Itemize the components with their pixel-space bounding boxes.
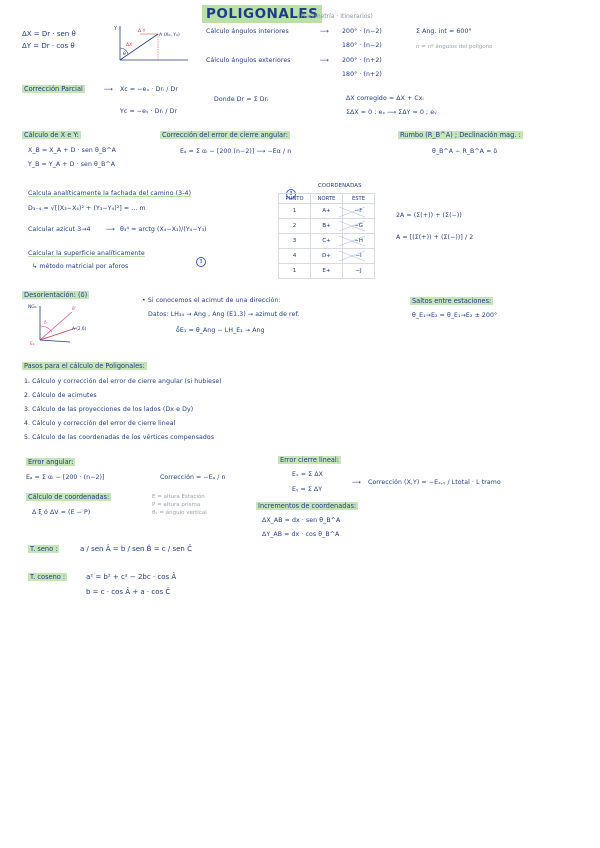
correccion-lineal-formula: Corrección (X,Y) = −Eₓ,ᵧ / Ltotal · L tramo bbox=[368, 479, 501, 486]
section-calculo-coordenadas: Cálculo de coordenadas: bbox=[28, 493, 110, 501]
note-prisma: P = altura prisma bbox=[152, 502, 201, 508]
incremento-y: ΔY_AB = dx · cos θ_B^A bbox=[262, 531, 340, 538]
note-vertical: θᵥ = ángulo vertical bbox=[152, 510, 207, 516]
sum-interior: Σ Ang. int = 600° bbox=[416, 28, 472, 35]
diagram-label: ΔX bbox=[126, 43, 133, 48]
interior-angles-label: Cálculo ángulos interiores bbox=[206, 28, 289, 35]
table-row: 1 E+ −J bbox=[279, 264, 375, 279]
fachada-label: Calcula analíticamente la fachada del camino (3-4) bbox=[28, 190, 192, 197]
section-rumbo: Rumbo (R_B^A) ; Declinación mag. : bbox=[400, 131, 521, 139]
azimut-label: Calcular azicut 3→4 bbox=[28, 226, 91, 233]
diagram-label: E₁ bbox=[30, 342, 35, 346]
teorema-coseno-formula-2: b = c · cos Â + a · cos Ĉ bbox=[86, 588, 171, 596]
circle-badge-icon: 3 bbox=[196, 248, 206, 267]
arrow: ⟶ bbox=[104, 86, 113, 93]
page-title: POLIGONALES bbox=[202, 5, 322, 23]
diagram-label: A (2,6) bbox=[72, 326, 86, 331]
section-calculo-xy: Cálculo de X e Y: bbox=[24, 131, 79, 139]
col-header: ESTE bbox=[343, 194, 375, 204]
section-desorientacion: Desorientación: (δ) bbox=[24, 291, 88, 299]
diagram-label: θ' bbox=[72, 307, 76, 312]
exterior-eq-1: 200° · (n+2) bbox=[342, 57, 382, 64]
correccion-angular-formula: Corrección = −Eₐ / n bbox=[160, 474, 226, 481]
dx-corregido: ΔX corregido = ΔX + Cxᵢ bbox=[346, 95, 424, 102]
error-angular-formula: Eₐ = Σ αᵢ − [200 · (n−2)] bbox=[26, 474, 105, 481]
dx-formula: ΔX = Dr · sen θ bbox=[22, 30, 76, 38]
diagram-label: A (X₀, Y₀) bbox=[159, 33, 180, 38]
section-error-angular: Error angular: bbox=[28, 458, 74, 466]
section-saltos: Saltos entre estaciones: bbox=[412, 297, 492, 305]
acimut-conocido: • Si conocemos el acimut de una dirección: bbox=[142, 297, 281, 304]
yb-formula: Y_B = Y_A + D · sen θ_B^A bbox=[28, 161, 116, 168]
list-item: 2. Cálculo de acimutes bbox=[24, 392, 97, 399]
table-row: 3 C+ −H bbox=[279, 234, 375, 249]
page-subtitle: (Planimetría · Itinerarios) bbox=[298, 13, 373, 20]
teorema-seno-formula: a / sen Â = b / sen B̂ = c / sen Ĉ bbox=[80, 545, 192, 553]
table-row: 2 B+ −G bbox=[279, 219, 375, 234]
arrow: ⟶ bbox=[352, 479, 361, 486]
area-double-formula: 2A = (Σ(+)) + (Σ(−)) bbox=[396, 212, 462, 219]
incremento-x: ΔX_AB = dx · sen θ_B^A bbox=[262, 517, 341, 524]
altura-formula: Δ ξ ó ΔV = (E − P) bbox=[32, 509, 91, 516]
note-estacion: E = altura Estación bbox=[152, 494, 205, 500]
section-teorema-coseno: T. coseno : bbox=[30, 573, 66, 581]
desorientacion-formula: δ̂E₁ = θ_Ang − LH_E₁ → Ang bbox=[176, 327, 265, 334]
correccion-error-formula: Eₐ = Σ αᵢ − [200 (n−2)] ⟶ −Eα / n bbox=[180, 148, 292, 155]
superficie-label: Calcular la superficie analíticamente bbox=[28, 250, 145, 257]
desorientation-diagram bbox=[26, 302, 86, 346]
list-item: 5. Cálculo de las coordenadas de los vértices compensados bbox=[24, 434, 215, 441]
col-header: PUNTO bbox=[279, 194, 311, 204]
azimut-formula: θ₃⁴ = arctg (X₄−X₃)/(Y₄−Y₃) bbox=[120, 226, 207, 233]
arrow: ⟶ bbox=[320, 28, 329, 35]
exterior-eq-2: 180° · (n+2) bbox=[342, 71, 382, 78]
rumbo-formula: θ_B^A − R_B^A = δ bbox=[432, 148, 498, 155]
table-cross-lines bbox=[309, 203, 373, 277]
list-item: 3. Cálculo de las proyecciones de los lados (Dx e Dy) bbox=[24, 406, 194, 413]
diagram-label: NG₀ bbox=[28, 305, 37, 310]
table-badge-icon: 3 bbox=[286, 180, 296, 199]
list-item: 1. Cálculo y corrección del error de cierre angular (si hubiese) bbox=[24, 378, 222, 385]
datos-text: Datos: LH₃₄ → Ang , Ang (E1,3) → azimut de ref. bbox=[148, 311, 300, 318]
yc-formula: Yc = −eᵧ · Drᵢ / Dr bbox=[120, 108, 178, 115]
sum-dx-zero: ΣΔX = 0 ; eₓ ⟶ ΣΔY = 0 ; eᵧ bbox=[346, 109, 437, 116]
diagram-label: θ bbox=[123, 52, 126, 57]
distance-formula: D₃₋₄ = √[(X₃−X₄)² + (Y₃−Y₄)²] = ... m bbox=[28, 205, 146, 212]
exterior-angles-label: Cálculo ángulos exteriores bbox=[206, 57, 291, 64]
azimuth-diagram bbox=[112, 22, 192, 64]
table-row: 4 D+ −I bbox=[279, 249, 375, 264]
metodo-note: ↳ método matricial por aforos bbox=[32, 263, 129, 270]
diagram-label: Δ Y bbox=[138, 29, 146, 34]
col-header: NORTE bbox=[311, 194, 343, 204]
diagram-label: δ bbox=[44, 321, 47, 326]
teorema-coseno-formula-1: a² = b² + c² − 2bc · cos Â bbox=[86, 573, 177, 581]
arrow: ⟶ bbox=[106, 226, 115, 233]
section-correccion-error: Corrección del error de cierre angular: bbox=[162, 131, 288, 139]
section-correccion-parcial: Corrección Parcial bbox=[24, 85, 83, 93]
table-title: COORDENADAS bbox=[318, 183, 362, 189]
table-row: 1 A+ −F bbox=[279, 204, 375, 219]
donde-formula: Donde Dr = Σ Drᵢ bbox=[214, 96, 269, 103]
list-item: 4. Cálculo y corrección del error de cierre lineal bbox=[24, 420, 176, 427]
ey-formula: Eᵧ = Σ ΔY bbox=[292, 486, 323, 493]
section-teorema-seno: T. seno : bbox=[30, 545, 58, 553]
xc-formula: Xc = −eₓ · Drᵢ / Dr bbox=[120, 86, 179, 93]
interior-eq-2: 180° · (n−2) bbox=[342, 42, 382, 49]
area-formula: A = [(Σ(+)) + (Σ(−))] / 2 bbox=[396, 234, 474, 241]
ex-formula: Eₓ = Σ ΔX bbox=[292, 471, 324, 478]
diagram-label: Y bbox=[114, 26, 118, 32]
section-incrementos: Incrementos de coordenadas: bbox=[258, 502, 357, 510]
saltos-formula: θ_E₁→E₂ = θ_E₁→E₂ ± 200° bbox=[412, 312, 498, 319]
section-error-lineal: Error cierre lineal: bbox=[280, 456, 339, 464]
xb-formula: X_B = X_A + D · sen θ_B^A bbox=[28, 147, 117, 154]
arrow: ⟶ bbox=[320, 57, 329, 64]
n-note: n = nº ángulos del polígono bbox=[416, 44, 493, 50]
dy-formula: ΔY = Dr · cos θ bbox=[22, 42, 75, 50]
section-pasos: Pasos para el cálculo de Poligonales: bbox=[24, 362, 145, 370]
interior-eq-1: 200° · (n−2) bbox=[342, 28, 382, 35]
